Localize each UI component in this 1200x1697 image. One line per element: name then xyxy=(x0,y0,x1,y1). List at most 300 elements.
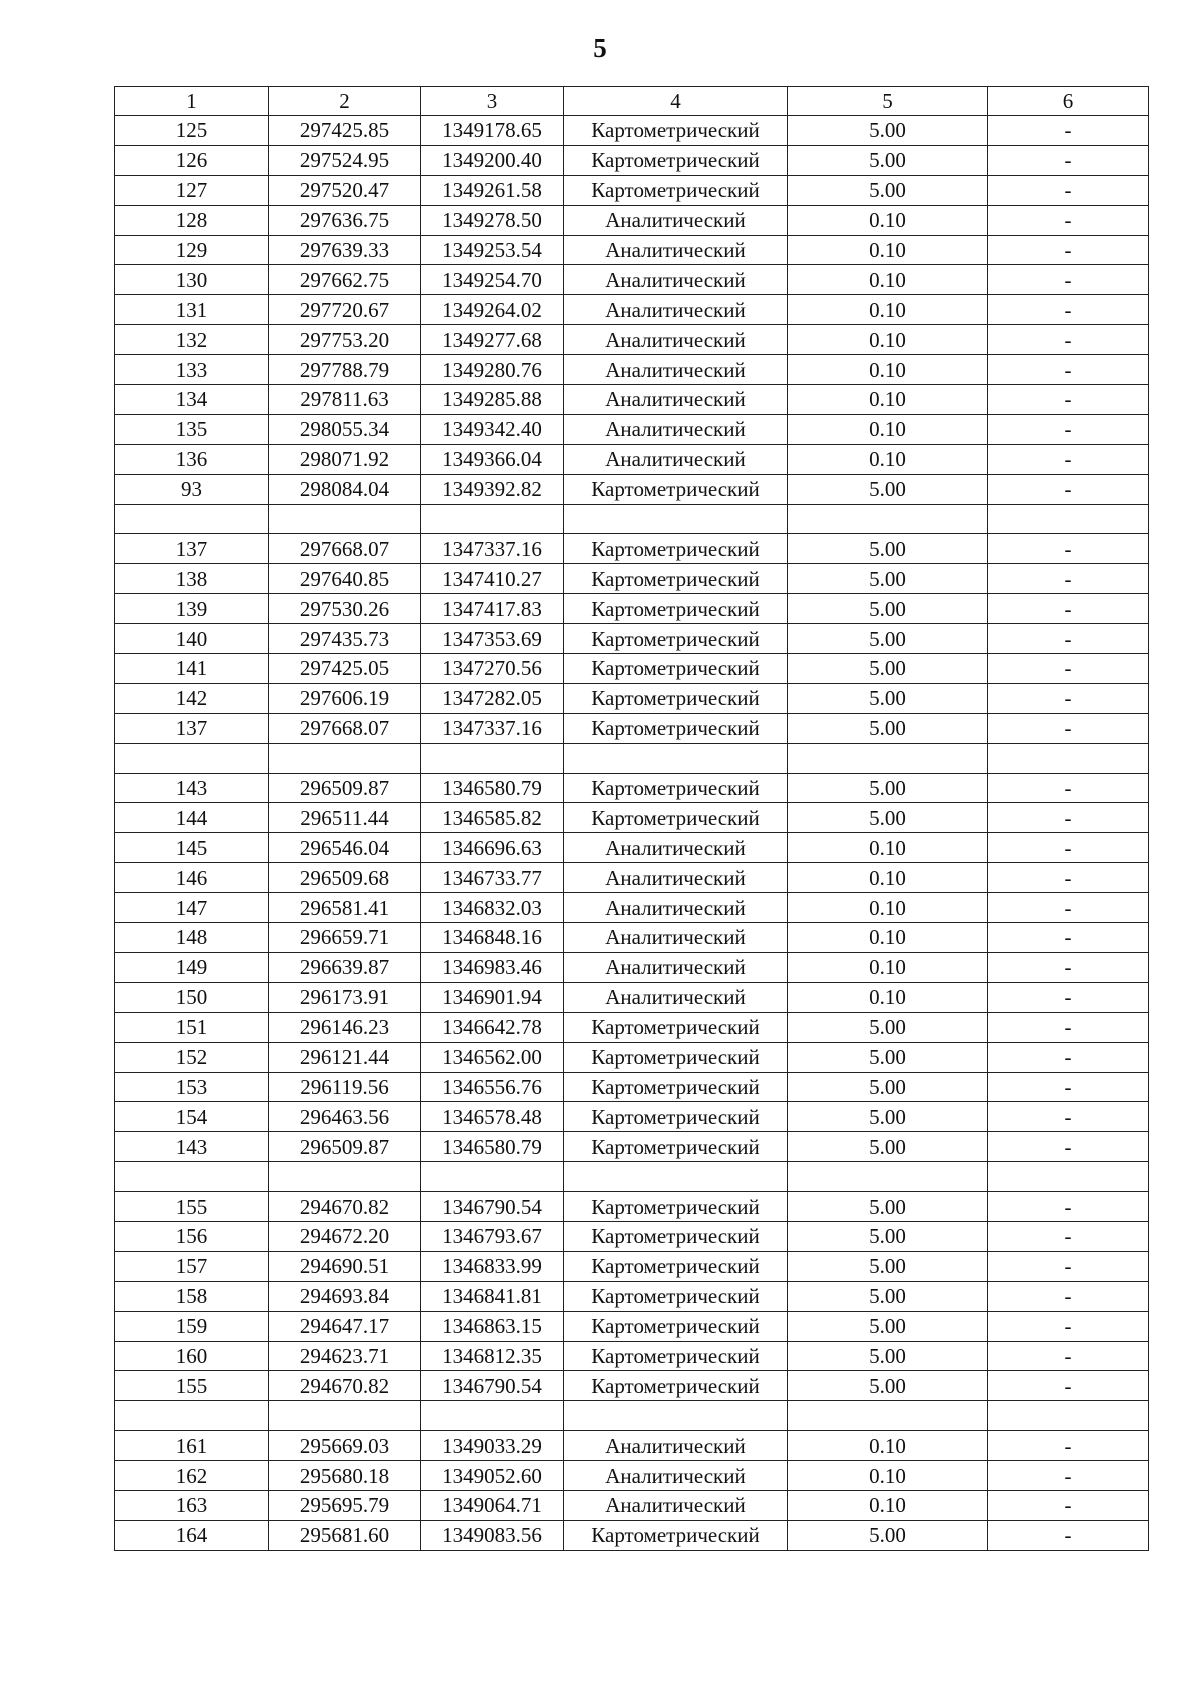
x-coordinate-cell: 297425.85 xyxy=(269,116,421,146)
point-number-cell: 142 xyxy=(115,683,269,713)
method-cell: Картометрический xyxy=(564,474,788,504)
table-row xyxy=(115,564,1149,594)
accuracy-cell: 5.00 xyxy=(788,1221,988,1251)
table-row xyxy=(115,1281,1149,1311)
method-cell: Аналитический xyxy=(564,833,788,863)
note-cell: - xyxy=(988,982,1149,1012)
table-row xyxy=(115,325,1149,355)
method-cell: Аналитический xyxy=(564,952,788,982)
y-coordinate-cell: 1346578.48 xyxy=(421,1102,564,1132)
accuracy-cell: 5.00 xyxy=(788,773,988,803)
y-coordinate-cell: 1346585.82 xyxy=(421,803,564,833)
y-coordinate-cell xyxy=(421,743,564,773)
accuracy-cell: 0.10 xyxy=(788,833,988,863)
page-number: 5 xyxy=(593,33,607,63)
point-number-cell xyxy=(115,504,269,534)
x-coordinate-cell: 296509.68 xyxy=(269,863,421,893)
method-cell xyxy=(564,504,788,534)
y-coordinate-cell: 1349200.40 xyxy=(421,145,564,175)
column-header: 4 xyxy=(564,87,788,116)
method-cell: Аналитический xyxy=(564,923,788,953)
method-cell: Картометрический xyxy=(564,1311,788,1341)
x-coordinate-cell: 294670.82 xyxy=(269,1371,421,1401)
method-cell: Аналитический xyxy=(564,1461,788,1491)
accuracy-cell: 0.10 xyxy=(788,235,988,265)
method-cell: Аналитический xyxy=(564,265,788,295)
y-coordinate-cell: 1346833.99 xyxy=(421,1251,564,1281)
y-coordinate-cell: 1346580.79 xyxy=(421,1132,564,1162)
point-number-cell: 126 xyxy=(115,145,269,175)
method-cell: Картометрический xyxy=(564,1341,788,1371)
note-cell: - xyxy=(988,1371,1149,1401)
point-number-cell: 132 xyxy=(115,325,269,355)
accuracy-cell: 0.10 xyxy=(788,982,988,1012)
x-coordinate-cell: 297636.75 xyxy=(269,205,421,235)
note-cell: - xyxy=(988,1221,1149,1251)
note-cell: - xyxy=(988,295,1149,325)
point-number-cell: 144 xyxy=(115,803,269,833)
note-cell: - xyxy=(988,1072,1149,1102)
method-cell: Картометрический xyxy=(564,145,788,175)
method-cell: Аналитический xyxy=(564,325,788,355)
x-coordinate-cell: 297530.26 xyxy=(269,594,421,624)
x-coordinate-cell: 297788.79 xyxy=(269,355,421,385)
method-cell: Аналитический xyxy=(564,1490,788,1520)
note-cell: - xyxy=(988,713,1149,743)
note-cell: - xyxy=(988,803,1149,833)
x-coordinate-cell: 297753.20 xyxy=(269,325,421,355)
y-coordinate-cell: 1347270.56 xyxy=(421,654,564,684)
column-header: 5 xyxy=(788,87,988,116)
point-number-cell: 127 xyxy=(115,175,269,205)
x-coordinate-cell: 298084.04 xyxy=(269,474,421,504)
x-coordinate-cell: 294690.51 xyxy=(269,1251,421,1281)
note-cell: - xyxy=(988,1012,1149,1042)
accuracy-cell xyxy=(788,504,988,534)
note-cell: - xyxy=(988,116,1149,146)
note-cell: - xyxy=(988,235,1149,265)
accuracy-cell: 5.00 xyxy=(788,1311,988,1341)
table-row xyxy=(115,863,1149,893)
method-cell: Картометрический xyxy=(564,1281,788,1311)
table-row xyxy=(115,1371,1149,1401)
table-row xyxy=(115,1311,1149,1341)
accuracy-cell: 0.10 xyxy=(788,923,988,953)
note-cell: - xyxy=(988,1341,1149,1371)
method-cell: Аналитический xyxy=(564,295,788,325)
point-number-cell: 159 xyxy=(115,1311,269,1341)
x-coordinate-cell: 295669.03 xyxy=(269,1431,421,1461)
note-cell: - xyxy=(988,325,1149,355)
accuracy-cell: 5.00 xyxy=(788,534,988,564)
table-row xyxy=(115,265,1149,295)
y-coordinate-cell: 1349253.54 xyxy=(421,235,564,265)
x-coordinate-cell: 296546.04 xyxy=(269,833,421,863)
x-coordinate-cell: 294623.71 xyxy=(269,1341,421,1371)
accuracy-cell: 5.00 xyxy=(788,624,988,654)
method-cell: Аналитический xyxy=(564,893,788,923)
method-cell: Картометрический xyxy=(564,1371,788,1401)
note-cell: - xyxy=(988,594,1149,624)
method-cell: Аналитический xyxy=(564,385,788,415)
y-coordinate-cell: 1346642.78 xyxy=(421,1012,564,1042)
y-coordinate-cell: 1349033.29 xyxy=(421,1431,564,1461)
point-number-cell: 155 xyxy=(115,1192,269,1222)
x-coordinate-cell: 294647.17 xyxy=(269,1311,421,1341)
method-cell xyxy=(564,1162,788,1192)
point-number-cell: 125 xyxy=(115,116,269,146)
note-cell: - xyxy=(988,1490,1149,1520)
column-header: 1 xyxy=(115,87,269,116)
method-cell: Картометрический xyxy=(564,1192,788,1222)
y-coordinate-cell: 1349278.50 xyxy=(421,205,564,235)
method-cell: Картометрический xyxy=(564,534,788,564)
note-cell: - xyxy=(988,952,1149,982)
method-cell: Картометрический xyxy=(564,1102,788,1132)
x-coordinate-cell: 297668.07 xyxy=(269,713,421,743)
y-coordinate-cell xyxy=(421,1401,564,1431)
x-coordinate-cell: 296463.56 xyxy=(269,1102,421,1132)
y-coordinate-cell: 1346832.03 xyxy=(421,893,564,923)
note-cell: - xyxy=(988,145,1149,175)
x-coordinate-cell: 296659.71 xyxy=(269,923,421,953)
point-number-cell: 141 xyxy=(115,654,269,684)
accuracy-cell xyxy=(788,1162,988,1192)
point-number-cell: 162 xyxy=(115,1461,269,1491)
method-cell: Аналитический xyxy=(564,235,788,265)
table-row xyxy=(115,116,1149,146)
x-coordinate-cell: 296639.87 xyxy=(269,952,421,982)
note-cell: - xyxy=(988,474,1149,504)
x-coordinate-cell: 295680.18 xyxy=(269,1461,421,1491)
note-cell: - xyxy=(988,1132,1149,1162)
note-cell: - xyxy=(988,1281,1149,1311)
table-row xyxy=(115,1490,1149,1520)
point-number-cell: 150 xyxy=(115,982,269,1012)
accuracy-cell: 0.10 xyxy=(788,444,988,474)
y-coordinate-cell: 1349277.68 xyxy=(421,325,564,355)
method-cell: Картометрический xyxy=(564,1132,788,1162)
table-row xyxy=(115,803,1149,833)
table-row xyxy=(115,355,1149,385)
method-cell: Аналитический xyxy=(564,863,788,893)
x-coordinate-cell: 297668.07 xyxy=(269,534,421,564)
point-number-cell: 128 xyxy=(115,205,269,235)
table-row xyxy=(115,175,1149,205)
x-coordinate-cell: 297524.95 xyxy=(269,145,421,175)
y-coordinate-cell: 1346983.46 xyxy=(421,952,564,982)
note-cell: - xyxy=(988,1311,1149,1341)
method-cell: Картометрический xyxy=(564,116,788,146)
note-cell xyxy=(988,743,1149,773)
x-coordinate-cell: 295695.79 xyxy=(269,1490,421,1520)
column-header: 6 xyxy=(988,87,1149,116)
point-number-cell: 151 xyxy=(115,1012,269,1042)
point-number-cell: 130 xyxy=(115,265,269,295)
accuracy-cell: 0.10 xyxy=(788,355,988,385)
point-number-cell: 164 xyxy=(115,1520,269,1550)
y-coordinate-cell: 1346863.15 xyxy=(421,1311,564,1341)
point-number-cell: 135 xyxy=(115,414,269,444)
point-number-cell: 154 xyxy=(115,1102,269,1132)
table-row xyxy=(115,1520,1149,1550)
point-number-cell: 133 xyxy=(115,355,269,385)
y-coordinate-cell: 1349178.65 xyxy=(421,116,564,146)
y-coordinate-cell: 1346848.16 xyxy=(421,923,564,953)
y-coordinate-cell: 1346812.35 xyxy=(421,1341,564,1371)
table-row xyxy=(115,504,1149,534)
x-coordinate-cell: 297811.63 xyxy=(269,385,421,415)
accuracy-cell: 0.10 xyxy=(788,952,988,982)
y-coordinate-cell: 1346696.63 xyxy=(421,833,564,863)
method-cell: Аналитический xyxy=(564,1431,788,1461)
x-coordinate-cell: 296581.41 xyxy=(269,893,421,923)
method-cell: Картометрический xyxy=(564,654,788,684)
x-coordinate-cell xyxy=(269,504,421,534)
note-cell: - xyxy=(988,923,1149,953)
accuracy-cell: 5.00 xyxy=(788,1520,988,1550)
point-number-cell: 137 xyxy=(115,713,269,743)
x-coordinate-cell: 297640.85 xyxy=(269,564,421,594)
accuracy-cell: 5.00 xyxy=(788,1042,988,1072)
y-coordinate-cell: 1346562.00 xyxy=(421,1042,564,1072)
accuracy-cell: 5.00 xyxy=(788,474,988,504)
accuracy-cell: 5.00 xyxy=(788,564,988,594)
point-number-cell: 153 xyxy=(115,1072,269,1102)
accuracy-cell: 0.10 xyxy=(788,863,988,893)
table-row xyxy=(115,654,1149,684)
note-cell: - xyxy=(988,444,1149,474)
x-coordinate-cell: 296146.23 xyxy=(269,1012,421,1042)
table-row xyxy=(115,952,1149,982)
y-coordinate-cell: 1346841.81 xyxy=(421,1281,564,1311)
y-coordinate-cell: 1349285.88 xyxy=(421,385,564,415)
accuracy-cell: 5.00 xyxy=(788,1371,988,1401)
note-cell xyxy=(988,1401,1149,1431)
y-coordinate-cell: 1349083.56 xyxy=(421,1520,564,1550)
method-cell: Аналитический xyxy=(564,355,788,385)
table-row xyxy=(115,594,1149,624)
table-row xyxy=(115,982,1149,1012)
accuracy-cell: 0.10 xyxy=(788,1431,988,1461)
accuracy-cell: 5.00 xyxy=(788,145,988,175)
point-number-cell: 131 xyxy=(115,295,269,325)
method-cell: Аналитический xyxy=(564,205,788,235)
x-coordinate-cell: 297435.73 xyxy=(269,624,421,654)
note-cell: - xyxy=(988,863,1149,893)
accuracy-cell: 5.00 xyxy=(788,1251,988,1281)
table-row xyxy=(115,1192,1149,1222)
point-number-cell: 138 xyxy=(115,564,269,594)
note-cell: - xyxy=(988,654,1149,684)
note-cell: - xyxy=(988,1251,1149,1281)
note-cell: - xyxy=(988,1102,1149,1132)
table-row xyxy=(115,743,1149,773)
method-cell: Картометрический xyxy=(564,683,788,713)
method-cell: Картометрический xyxy=(564,773,788,803)
x-coordinate-cell: 297662.75 xyxy=(269,265,421,295)
point-number-cell: 139 xyxy=(115,594,269,624)
point-number-cell: 143 xyxy=(115,1132,269,1162)
note-cell: - xyxy=(988,265,1149,295)
note-cell: - xyxy=(988,624,1149,654)
accuracy-cell: 5.00 xyxy=(788,594,988,624)
point-number-cell: 134 xyxy=(115,385,269,415)
table-row xyxy=(115,1162,1149,1192)
method-cell: Картометрический xyxy=(564,624,788,654)
x-coordinate-cell: 296509.87 xyxy=(269,773,421,803)
column-header: 2 xyxy=(269,87,421,116)
accuracy-cell: 0.10 xyxy=(788,893,988,923)
x-coordinate-cell: 296511.44 xyxy=(269,803,421,833)
point-number-cell: 163 xyxy=(115,1490,269,1520)
x-coordinate-cell: 295681.60 xyxy=(269,1520,421,1550)
x-coordinate-cell: 296121.44 xyxy=(269,1042,421,1072)
method-cell: Аналитический xyxy=(564,444,788,474)
y-coordinate-cell xyxy=(421,1162,564,1192)
y-coordinate-cell: 1349366.04 xyxy=(421,444,564,474)
table-row xyxy=(115,295,1149,325)
point-number-cell: 146 xyxy=(115,863,269,893)
note-cell xyxy=(988,504,1149,534)
point-number-cell: 137 xyxy=(115,534,269,564)
table-row xyxy=(115,145,1149,175)
note-cell: - xyxy=(988,1192,1149,1222)
y-coordinate-cell: 1349254.70 xyxy=(421,265,564,295)
y-coordinate-cell: 1347417.83 xyxy=(421,594,564,624)
x-coordinate-cell: 297425.05 xyxy=(269,654,421,684)
x-coordinate-cell: 297520.47 xyxy=(269,175,421,205)
table-row xyxy=(115,534,1149,564)
point-number-cell: 152 xyxy=(115,1042,269,1072)
table-row xyxy=(115,773,1149,803)
method-cell: Картометрический xyxy=(564,1221,788,1251)
method-cell: Картометрический xyxy=(564,564,788,594)
method-cell: Картометрический xyxy=(564,1042,788,1072)
note-cell: - xyxy=(988,683,1149,713)
note-cell xyxy=(988,1162,1149,1192)
x-coordinate-cell: 294670.82 xyxy=(269,1192,421,1222)
coordinates-table xyxy=(114,86,1149,1551)
y-coordinate-cell: 1347337.16 xyxy=(421,534,564,564)
point-number-cell: 158 xyxy=(115,1281,269,1311)
x-coordinate-cell: 298071.92 xyxy=(269,444,421,474)
accuracy-cell: 5.00 xyxy=(788,1341,988,1371)
point-number-cell xyxy=(115,1401,269,1431)
method-cell: Аналитический xyxy=(564,982,788,1012)
point-number-cell: 157 xyxy=(115,1251,269,1281)
table-row xyxy=(115,1072,1149,1102)
table-row xyxy=(115,1042,1149,1072)
accuracy-cell: 5.00 xyxy=(788,175,988,205)
accuracy-cell xyxy=(788,743,988,773)
y-coordinate-cell: 1347337.16 xyxy=(421,713,564,743)
table-row xyxy=(115,1341,1149,1371)
accuracy-cell: 0.10 xyxy=(788,385,988,415)
table-row xyxy=(115,414,1149,444)
point-number-cell xyxy=(115,743,269,773)
y-coordinate-cell: 1347410.27 xyxy=(421,564,564,594)
x-coordinate-cell: 294693.84 xyxy=(269,1281,421,1311)
y-coordinate-cell: 1349052.60 xyxy=(421,1461,564,1491)
method-cell: Картометрический xyxy=(564,803,788,833)
y-coordinate-cell: 1349264.02 xyxy=(421,295,564,325)
x-coordinate-cell xyxy=(269,1401,421,1431)
method-cell: Картометрический xyxy=(564,175,788,205)
table-row xyxy=(115,474,1149,504)
point-number-cell: 143 xyxy=(115,773,269,803)
table-header-row xyxy=(115,87,1149,116)
point-number-cell: 140 xyxy=(115,624,269,654)
x-coordinate-cell: 296509.87 xyxy=(269,1132,421,1162)
y-coordinate-cell: 1349342.40 xyxy=(421,414,564,444)
accuracy-cell: 0.10 xyxy=(788,265,988,295)
point-number-cell: 129 xyxy=(115,235,269,265)
point-number-cell: 145 xyxy=(115,833,269,863)
y-coordinate-cell: 1346790.54 xyxy=(421,1371,564,1401)
method-cell: Картометрический xyxy=(564,594,788,624)
point-number-cell xyxy=(115,1162,269,1192)
method-cell: Картометрический xyxy=(564,713,788,743)
y-coordinate-cell: 1347282.05 xyxy=(421,683,564,713)
method-cell: Картометрический xyxy=(564,1012,788,1042)
table-row xyxy=(115,1431,1149,1461)
note-cell: - xyxy=(988,1520,1149,1550)
y-coordinate-cell: 1349064.71 xyxy=(421,1490,564,1520)
point-number-cell: 160 xyxy=(115,1341,269,1371)
note-cell: - xyxy=(988,175,1149,205)
accuracy-cell: 5.00 xyxy=(788,1192,988,1222)
note-cell: - xyxy=(988,1042,1149,1072)
x-coordinate-cell xyxy=(269,743,421,773)
accuracy-cell: 5.00 xyxy=(788,1072,988,1102)
table-row xyxy=(115,385,1149,415)
accuracy-cell: 5.00 xyxy=(788,1132,988,1162)
point-number-cell: 93 xyxy=(115,474,269,504)
table-row xyxy=(115,683,1149,713)
method-cell: Картометрический xyxy=(564,1251,788,1281)
table-row xyxy=(115,1012,1149,1042)
y-coordinate-cell: 1346580.79 xyxy=(421,773,564,803)
accuracy-cell: 5.00 xyxy=(788,1102,988,1132)
y-coordinate-cell: 1349392.82 xyxy=(421,474,564,504)
point-number-cell: 161 xyxy=(115,1431,269,1461)
note-cell: - xyxy=(988,385,1149,415)
table-row xyxy=(115,893,1149,923)
note-cell: - xyxy=(988,1431,1149,1461)
note-cell: - xyxy=(988,205,1149,235)
note-cell: - xyxy=(988,355,1149,385)
method-cell xyxy=(564,743,788,773)
accuracy-cell: 5.00 xyxy=(788,713,988,743)
x-coordinate-cell: 297720.67 xyxy=(269,295,421,325)
table-row xyxy=(115,1132,1149,1162)
table-row xyxy=(115,923,1149,953)
method-cell: Картометрический xyxy=(564,1520,788,1550)
accuracy-cell xyxy=(788,1401,988,1431)
note-cell: - xyxy=(988,564,1149,594)
point-number-cell: 136 xyxy=(115,444,269,474)
accuracy-cell: 0.10 xyxy=(788,1490,988,1520)
accuracy-cell: 5.00 xyxy=(788,683,988,713)
table-row xyxy=(115,713,1149,743)
x-coordinate-cell: 294672.20 xyxy=(269,1221,421,1251)
table-row xyxy=(115,235,1149,265)
point-number-cell: 149 xyxy=(115,952,269,982)
y-coordinate-cell xyxy=(421,504,564,534)
table-row xyxy=(115,1221,1149,1251)
accuracy-cell: 0.10 xyxy=(788,205,988,235)
